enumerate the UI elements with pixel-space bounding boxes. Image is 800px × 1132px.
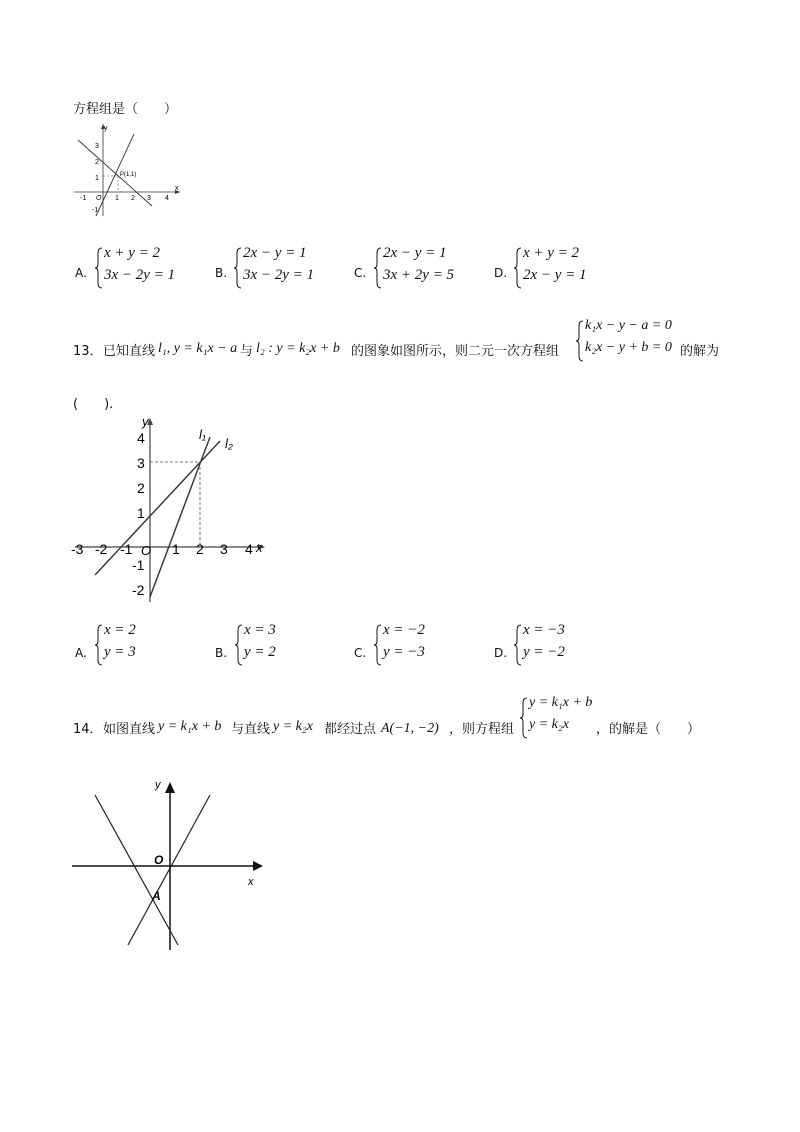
option-letter: D.: [494, 266, 508, 280]
brace-icon: [520, 697, 528, 739]
brace-icon: [374, 247, 382, 289]
q13-x-tick: 2: [196, 541, 204, 557]
q13-x-tick: -2: [95, 541, 108, 557]
q14-text: 如图直线: [103, 722, 156, 737]
equation: x + y = 2: [523, 245, 580, 261]
equation: x = −3: [523, 622, 565, 638]
equation: y = k₁x + b: [529, 695, 593, 710]
brace-icon: [374, 624, 382, 666]
q12-x-tick: 1: [115, 195, 119, 202]
q12-x-axis-label: x: [175, 185, 179, 192]
question-number: 14．: [73, 722, 103, 737]
q14-graph: [70, 775, 270, 950]
option-letter: C.: [354, 646, 367, 660]
q13-graph: [65, 412, 285, 612]
q13-x-tick: 3: [220, 541, 228, 557]
q14-line1-equation: y = k₁x + b: [158, 719, 222, 734]
q14-text: ，的解是（ ）: [596, 722, 701, 737]
q12-y-tick: 2: [95, 159, 99, 166]
q13-text: 的图象如图所示，则二元一次方程组: [351, 344, 560, 359]
q13-y-tick: 1: [137, 505, 145, 521]
q14-line2-equation: y = k₂x: [273, 719, 313, 734]
option-letter: B.: [215, 266, 228, 280]
equation: 3x + 2y = 5: [383, 267, 455, 283]
q13-x-tick: -3: [71, 541, 84, 557]
q14-origin-label: O: [154, 853, 164, 867]
q14-point-label: A: [152, 889, 161, 903]
equation: x = 2: [104, 622, 136, 638]
q13-x-axis-label: x: [256, 540, 263, 555]
brace-icon: [514, 247, 522, 289]
option-letter: A.: [75, 266, 87, 280]
equation: y = 2: [244, 644, 276, 660]
q13-line2-equation: l₂ : y = k₂x + b: [256, 341, 340, 356]
brace-icon: [514, 624, 522, 666]
option-letter: B.: [215, 646, 228, 660]
q14-text: 都经过点: [324, 722, 377, 737]
q12-origin-label: O: [96, 195, 102, 202]
equation: 3x − 2y = 1: [243, 267, 315, 283]
q13-x-tick: 4: [245, 541, 253, 557]
q13-text: 已知直线: [103, 344, 156, 359]
q13-line1-label: l₁: [199, 427, 206, 442]
q12-y-tick: -1: [92, 207, 99, 214]
equation: 2x − y = 1: [243, 245, 307, 261]
q13-origin-label: O: [141, 543, 152, 558]
equation: x = 3: [244, 622, 276, 638]
equation: y = −2: [523, 644, 565, 660]
equation: 2x − y = 1: [523, 267, 587, 283]
q13-y-axis-label: y: [142, 414, 149, 429]
q13-x-tick: -1: [120, 541, 133, 557]
option-letter: A.: [75, 646, 87, 660]
brace-icon: [234, 247, 242, 289]
q13-y-tick: -1: [132, 557, 145, 573]
brace-icon: [576, 320, 584, 362]
brace-icon: [235, 624, 243, 666]
q13-x-tick: 1: [172, 541, 180, 557]
equation: y = −3: [383, 644, 425, 660]
equation: y = 3: [104, 644, 136, 660]
q13-y-tick: 4: [137, 430, 145, 446]
q12-x-tick: 3: [147, 195, 151, 202]
q12-y-axis-label: y: [104, 125, 108, 132]
equation: 3x − 2y = 1: [104, 267, 176, 283]
q12-y-tick: 1: [95, 175, 99, 182]
q13-line2-label: l₂: [225, 436, 233, 451]
equation: k₂x − y + b = 0: [585, 340, 672, 355]
q13-text: 与: [240, 344, 254, 359]
q13-y-tick: -2: [132, 582, 145, 598]
q12-x-tick: -1: [80, 195, 87, 202]
q14-text: 与直线: [231, 722, 271, 737]
brace-icon: [95, 624, 103, 666]
option-letter: D.: [494, 646, 508, 660]
q12-point-label: P(1,1): [120, 172, 137, 178]
q14-point: A(−1, −2): [381, 721, 439, 736]
q13-text: 的解为: [680, 344, 720, 359]
q12-y-tick: 3: [95, 143, 99, 150]
question-number: 13．: [73, 344, 103, 359]
q14-text: ，则方程组: [449, 722, 515, 737]
brace-icon: [95, 247, 103, 289]
equation: k₁x − y − a = 0: [585, 318, 672, 333]
q14-x-axis-label: x: [248, 876, 254, 888]
equation: x = −2: [383, 622, 425, 638]
q14-y-axis-label: y: [155, 779, 161, 791]
q12-graph: [70, 120, 190, 220]
q13-y-tick: 2: [137, 480, 145, 496]
equation: x + y = 2: [104, 245, 161, 261]
q13-y-tick: 3: [137, 455, 145, 471]
option-letter: C.: [354, 266, 367, 280]
equation: 2x − y = 1: [383, 245, 447, 261]
q12-stem-tail: 方程组是（ ）: [73, 102, 178, 117]
q13-line1-equation: l₁, y = k₁x − a: [158, 341, 238, 356]
q12-x-tick: 2: [131, 195, 135, 202]
q12-x-tick: 4: [165, 195, 169, 202]
equation: y = k₂x: [529, 717, 569, 732]
q13-answer-blank: ( ).: [73, 397, 114, 412]
